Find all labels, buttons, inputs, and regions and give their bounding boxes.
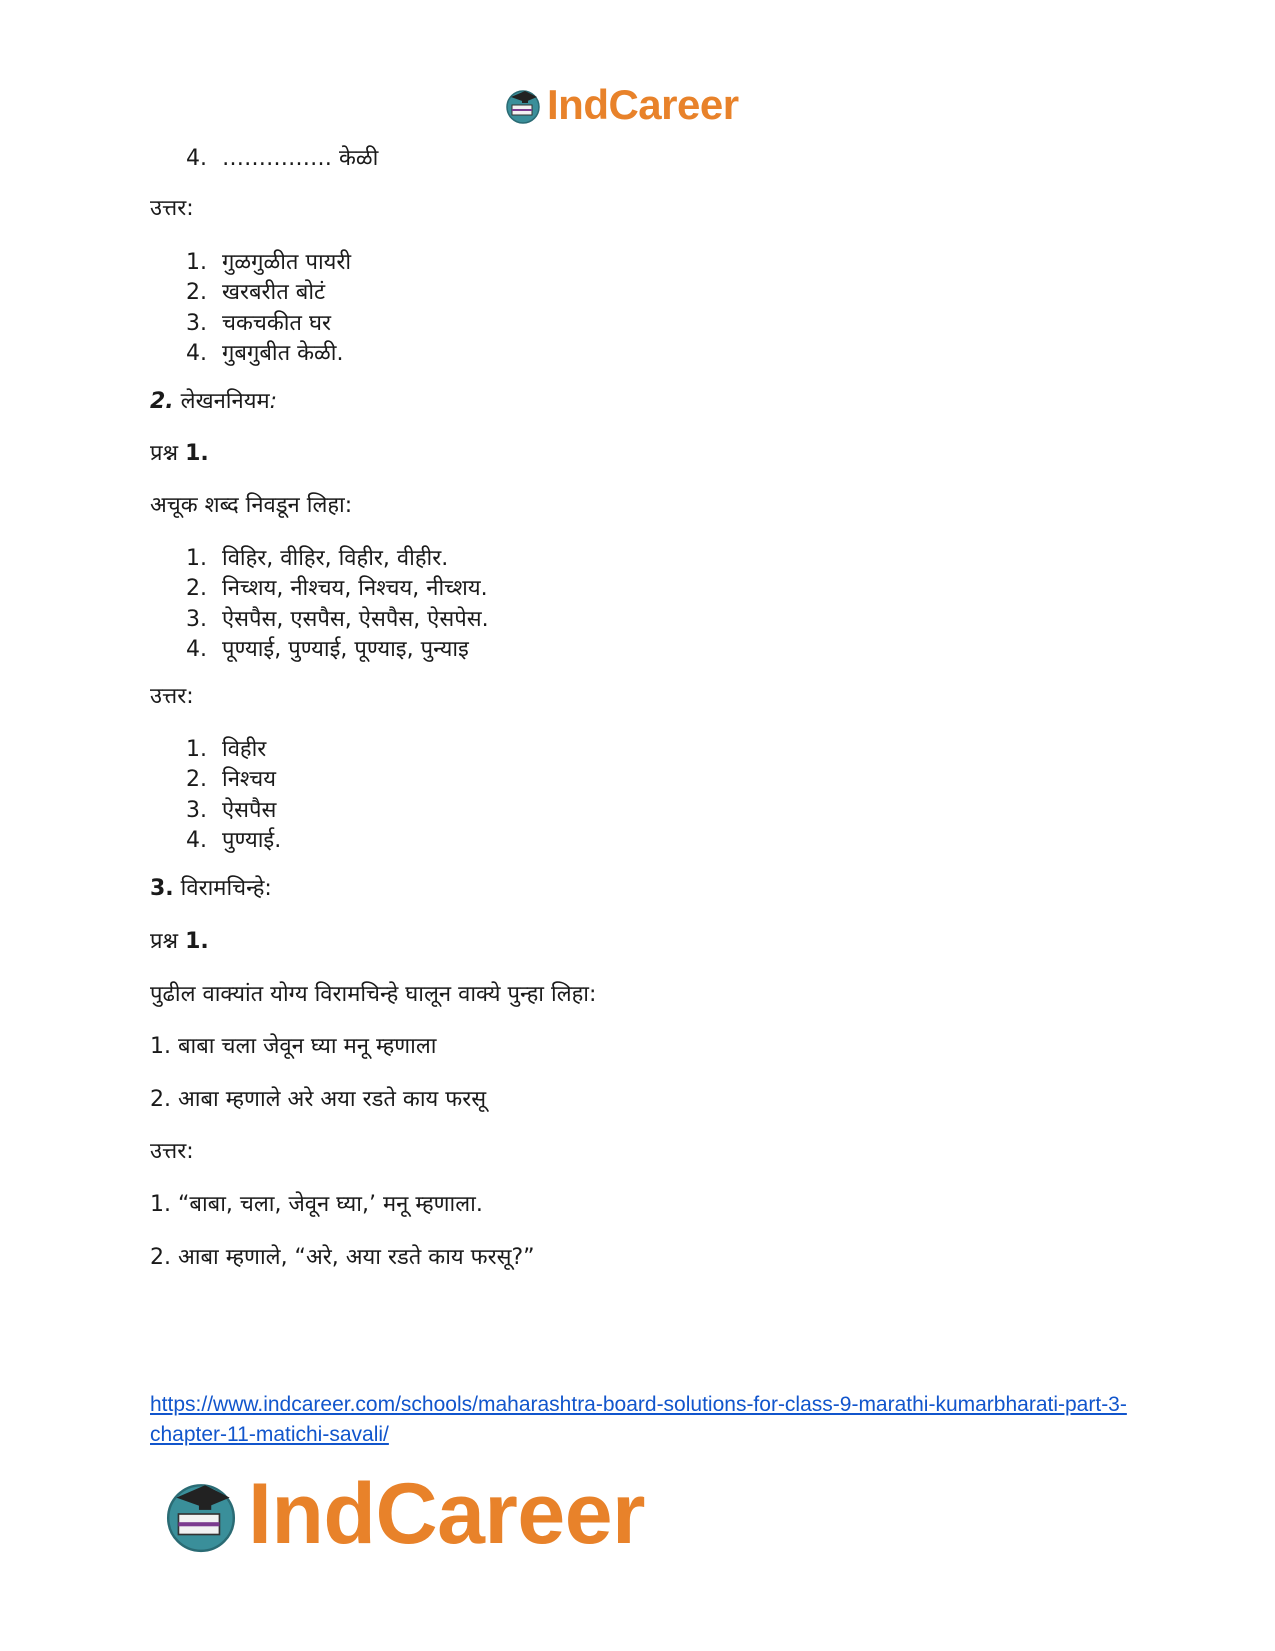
graduation-book-globe-icon [503,85,543,125]
list-item: 1. गुळगुळीत पायरी [186,250,352,275]
answer-label-1: उत्तर: [150,196,194,221]
options-list-2 [150,544,489,665]
list-item: 1. विहीर [186,737,267,762]
list-item: 4. पुण्याई. [186,827,282,853]
section-heading-3: 3. विरामचिन्हे: [150,876,272,901]
header-logo [503,82,739,128]
answer-label-2: उत्तर: [150,684,194,709]
instruction-3: पुढील वाक्यांत योग्य विरामचिन्हे घालून वाक्ये पुन्हा लिहा: [150,982,597,1007]
answer-sentence-1: 1. “बाबा, चला, जेवून घ्या,’ मनू म्हणाला. [150,1192,483,1217]
list-item: 2. निश्चय [186,767,276,793]
list-item: 3. चकचकीत घर [186,310,331,336]
list-item: 1. विहिर, वीहिर, विहीर, वीहीर. [186,546,449,571]
footer-logo [160,1465,645,1562]
list-item: 4. पूण्याई, पुण्याई, पूण्याइ, पुन्याइ [186,636,469,662]
list-item: 3. ऐसपैस [186,797,277,823]
answers-list-2 [150,735,281,856]
sentence-1: 1. बाबा चला जेवून घ्या मनू म्हणाला [150,1034,437,1059]
instruction-2: अचूक शब्द निवडून लिहा: [150,493,353,518]
list-item: 4. …………… केळी [186,146,379,171]
source-link[interactable]: https://www.indcareer.com/schools/maharashtra-board-solutions-for-class-9-marathi-kumarbharati-part-3-chapter-11-matichi-savali/ [150,1393,1127,1446]
top-item-list [150,144,378,174]
list-item: 2. निच्शय, नीश्चय, निश्चय, नीच्शय. [186,576,488,602]
graduation-book-globe-icon [160,1473,242,1555]
answer-label-3: उत्तर: [150,1139,194,1164]
footer-logo-text: IndCareer [248,1465,645,1562]
answers-list-1 [150,248,351,369]
list-item: 3. ऐसपैस, एसपैस, ऐसपैस, ऐसपेस. [186,606,489,632]
question-label-3: प्रश्न 1. [150,929,209,954]
answer-sentence-2: 2. आबा म्हणाले, “अरे, अया रडते काय फरसू?” [150,1245,535,1270]
question-label-2: प्रश्न 1. [150,441,209,466]
sentence-2: 2. आबा म्हणाले अरे अया रडते काय फरसू [150,1087,487,1112]
list-item: 4. गुबगुबीत केळी. [186,340,344,366]
header-logo-text: IndCareer [547,81,739,128]
list-item: 2. खरबरीत बोटं [186,280,326,306]
section-heading-2: 2. लेखननियम: [150,389,278,414]
